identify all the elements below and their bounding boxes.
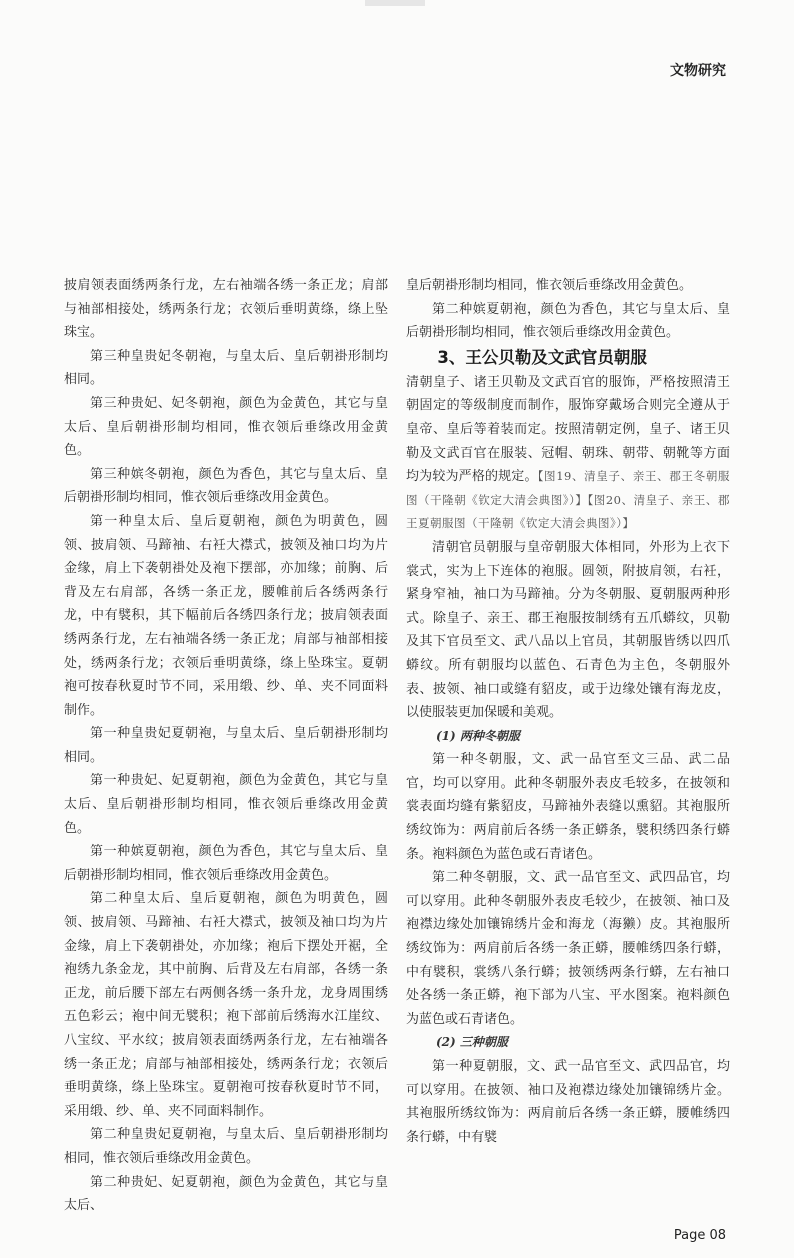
section-intro-text: 清朝皇子、诸王贝勒及文武百官的服饰，严格按照清王朝固定的等级制度而制作，服饰穿戴场合则完全遵从于皇帝、皇后等着装而定。按照清朝定例，皇子、诸王贝勒及文武百官在服装、冠帽、朝珠、朝带、朝靴等方面均为较为严格的规定。 — [406, 374, 730, 485]
scan-mark — [365, 0, 425, 6]
section-intro — [406, 371, 730, 536]
paragraph: 清朝官员朝服与皇帝朝服大体相同，外形为上衣下裳式，实为上下连体的袍服。圆领，附披肩领，右衽，紧身窄袖，袖口为马蹄袖。分为冬朝服、夏朝服两种形式。除皇子、亲王、郡王袍服按制绣有五爪蟒纹，贝勒及其下官员至文、武八品以上官员，其朝服皆绣以四爪蟒纹。所有朝服均以蓝色、石青色为主色，冬朝服外表、披领、袖口或缝有貂皮，或于边缘处镶有海龙皮，以使服装更加保暖和美观。 — [406, 539, 730, 721]
right-column — [406, 274, 730, 1149]
subheading: (1) 两种冬朝服 — [436, 728, 520, 743]
paragraph: 第二种冬朝服，文、武一品官至文、武四品官，均可以穿用。此种冬朝服外表皮毛较少，在披领、袖口及袍襟边缘处加镶锦绣片金和海龙（海獭）皮。其袍服所绣纹饰为：两肩前后各绣一条正蟒，腰帷绣四条行蟒，中有襞积，裳绣八条行蟒；披领绣两条行蟒，左右袖口处各绣一条正蟒，袍下部为八宝、平水图案。袍料颜色为蓝色或石青诸色。 — [406, 870, 730, 1027]
section-heading: 3、王公贝勒及文武官员朝服 — [437, 347, 647, 367]
subheading: (2) 三种朝服 — [436, 1035, 508, 1050]
paragraph: 皇后朝褂形制均相同，惟衣领后垂绦改用金黄色。 — [406, 278, 693, 293]
paragraph: 第二种嫔夏朝袍，颜色为香色，其它与皇太后、皇后朝褂形制均相同，惟衣领后垂绦改用金黄色。 — [406, 301, 730, 341]
paragraph: 第一种皇贵妃夏朝袍，与皇太后、皇后朝褂形制均相同。 — [64, 726, 388, 765]
paragraph: 第一种夏朝服，文、武一品官至文、武四品官，均可以穿用。在披领、袖口及袍襟边缘处加镶锦绣片金。其袍服所绣纹饰为：两肩前后各绣一条正蟒，腰帷绣四条行蟒，中有襞 — [406, 1059, 730, 1145]
paragraph: 第三种贵妃、妃冬朝袍，颜色为金黄色，其它与皇太后、皇后朝褂形制均相同，惟衣领后垂绦改用金黄色。 — [64, 395, 388, 459]
paragraph: 第三种嫔冬朝袍，颜色为香色，其它与皇太后、皇后朝褂形制均相同，惟衣领后垂绦改用金黄色。 — [64, 466, 388, 506]
paragraph: 披肩领表面绣两条行龙，左右袖端各绣一条正龙；肩部与袖部相接处，绣两条行龙；衣领后垂明黄绦，绦上坠珠宝。 — [64, 278, 388, 341]
figure-citation: 【图19、清皇子、亲王、郡王冬朝服图（干隆朝《钦定大清会典图》）】【图20、清皇子、亲王、郡王夏朝服图（干隆朝《钦定大清会典图》）】 — [406, 469, 730, 531]
left-column — [64, 274, 388, 1218]
paragraph: 第一种贵妃、妃夏朝袍，颜色为金黄色，其它与皇太后、皇后朝褂形制均相同，惟衣领后垂绦改用金黄色。 — [64, 773, 388, 836]
paragraph: 第二种皇贵妃夏朝袍，与皇太后、皇后朝褂形制均相同，惟衣领后垂绦改用金黄色。 — [64, 1127, 388, 1166]
paragraph: 第一种冬朝服，文、武一品官至文三品、武二品官，均可以穿用。此种冬朝服外表皮毛较多，在披领和裳表面均缝有紫貂皮，马蹄袖外表缝以熏貂。其袍服所绣纹饰为：两肩前后各绣一条正蟒条，襞积绣四条行蟒条。袍料颜色为蓝色或石青诸色。 — [406, 752, 730, 862]
paragraph: 第二种贵妃、妃夏朝袍，颜色为金黄色，其它与皇太后、 — [64, 1174, 388, 1214]
section-label: 文物研究 — [670, 63, 726, 79]
paragraph: 第三种皇贵妃冬朝袍，与皇太后、皇后朝褂形制均相同。 — [64, 348, 388, 388]
paragraph: 第二种皇太后、皇后夏朝袍，颜色为明黄色，圆领、披肩领、马蹄袖、右衽大襟式，披领及袖口均为片金缘，肩上下袭朝褂处，亦加缘；袍后下摆处开裾，全袍绣九条金龙，其中前胸、后背及左右肩部，各绣一条正龙，前后腰下部左右两侧各绣一条升龙，龙身周围绣五色彩云；袍中间无襞积；袍下部前后绣海水江崖纹、八宝纹、平水纹；披肩领表面绣两条行龙，左右袖端各绣一条正龙；肩部与袖部相接处，绣两条行龙；衣领后垂明黄绦，绦上坠珠宝。夏朝袍可按春秋夏时节不同，采用缎、纱、单、夹不同面料制作。 — [64, 891, 388, 1119]
paragraph: 第一种嫔夏朝袍，颜色为香色，其它与皇太后、皇后朝褂形制均相同，惟衣领后垂绦改用金黄色。 — [64, 844, 388, 883]
page-number: Page 08 — [673, 1228, 726, 1243]
paragraph: 第一种皇太后、皇后夏朝袍，颜色为明黄色，圆领、披肩领、马蹄袖、右衽大襟式，披领及袖口均为片金缘，肩上下袭朝褂处及袍下摆部，亦加缘；前胸、后背及左右肩部，各绣一条正龙，腰帷前后各绣两条行龙，中有襞积，其下幅前后各绣四条行龙；披肩领表面绣两条行龙，左右袖端各绣一条正龙；肩部与袖部相接处，绣两条行龙；衣领后垂明黄绦，绦上坠珠宝。夏朝袍可按春秋夏时节不同，采用缎、纱、单、夹不同面料制作。 — [64, 513, 388, 718]
